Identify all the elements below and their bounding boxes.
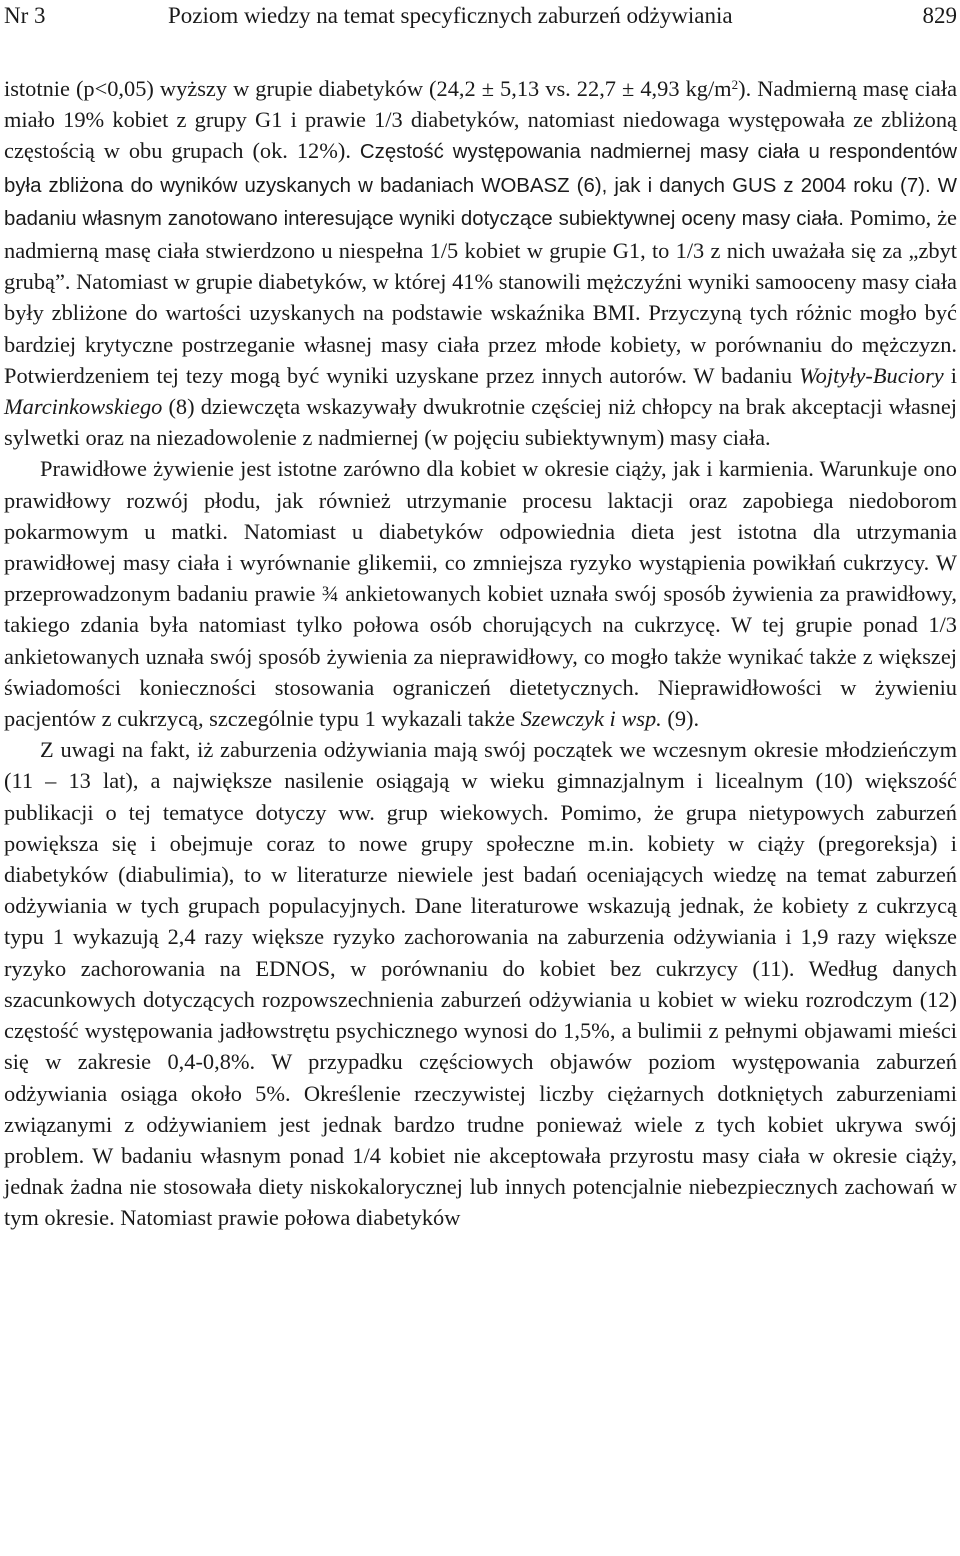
text-run: (9). [661, 706, 700, 732]
text-run: ). Nadmierną masę ciała miało 19% kobiet z grupy G1 i prawie 1/3 diabetyków, natomiast niedowaga występowała ze zbliżoną częstością w obu grupach (ok. 12%). [4, 76, 958, 164]
superscript: 2 [731, 76, 739, 92]
paragraph [4, 453, 957, 734]
running-header [4, 0, 957, 35]
author-name: Marcinkowskiego [4, 394, 163, 420]
text-run: Prawidłowe żywienie jest istotne zarówno dla kobiet w okresie ciąży, jak i karmienia. Warunkuje ono prawidłowy rozwój płodu, jak również utrzymanie procesu laktacji oraz zapobiega niedoborom pokarmowym u matki. Natomiast u diabetyków odpowiednia dieta jest istotna dla utrzymania prawidłowej masy ciała i wyrównanie glikemii, co zmniejsza ryzyko wystąpienia powikłań cukrzycy. W przeprowadzonym badaniu prawie ¾ ankietowanych kobiet uznała swój sposób żywienia za prawidłowy, takiego zdania była natomiast tylko połowa osób chorujących na cukrzycę. W tej grupie ponad 1/3 ankietowanych uznała swój sposób żywienia za nieprawidłowy, co mogło także wynikać także z większej świadomości konieczności stosowania ograniczeń dietetycznych. Nieprawidłowości w żywieniu pacjentów z cukrzycą, szczególnie typu 1 wykazali także [4, 456, 957, 732]
text-run: Częstość występowania nadmiernej masy ciała u respondentów była zbliżona do wyników uzyskanych w badaniach WOBASZ (6), jak i danych GUS z 2004 roku (7). W badaniu własnym zanotowano interesujące wyniki dotyczące subiektywnej oceny masy ciała. [4, 141, 957, 230]
document-page [4, 0, 957, 1556]
text-run: Pomimo, że nadmierną masę ciała stwierdzono u niespełna 1/5 kobiet w grupie G1, to 1/3 z nich uważała się za „zbyt grubą”. Natomiast w grupie diabetyków, w której 41% stanowili mężczyźni wyniki samooceny masy ciała były zbliżone do wartości uzyskanych na podstawie wskaźnika BMI. Przyczyną tych różnic mogło być bardziej krytyczne postrzeganie własnej masy ciała przez młode kobiety, w porównaniu do mężczyzn. Potwierdzeniem tej tezy mogą być wyniki uzyskane przez innych autorów. W badaniu [4, 204, 957, 388]
paragraph [4, 73, 957, 453]
text-run: (8) dziewczęta wskazywały dwukrotnie częściej niż chłopcy na brak akceptacji własnej sylwetki oraz na niezadowolenie z nadmiernej (w pojęciu subiektywnym) masy ciała. [4, 394, 957, 451]
page-number: 829 [922, 3, 957, 28]
author-name: Szewczyk i wsp. [520, 706, 662, 732]
issue-number: Nr 3 [4, 3, 46, 28]
article-body [4, 73, 957, 1234]
author-name: Wojtyły-Buciory [799, 362, 944, 388]
paragraph [4, 734, 957, 1233]
text-run: Z uwagi na fakt, iż zaburzenia odżywiania mają swój początek we wczesnym okresie młodzieńczym (11 – 13 lat), a największe nasilenie osiągają w wieku gimnazjalnym i licealnym (10) większość publikacji o tej tematyce dotyczy ww. grup wiekowych. Pomimo, że grupa nietypowych zaburzeń powiększa się i obejmuje coraz to nowe grupy społeczne m.in. kobiety w ciąży (pregoreksja) i diabetyków (diabulimia), to w literaturze niewiele jest badań oceniających wiedzę na temat zaburzeń odżywiania w tych grupach populacyjnych. Dane literaturowe wskazują jednak, że kobiety z cukrzycą typu 1 wykazują 2,4 razy większe ryzyko zachorowania na zaburzenia odżywiania i 1,9 razy większe ryzyko zachorowania na EDNOS, w porównaniu do kobiet bez cukrzycy (11). Według danych szacunkowych dotyczących rozpowszechnienia zaburzeń odżywiania u kobiet w wieku rozrodczym (12) częstość występowania jadłowstrętu psychicznego wynosi do 1,5%, a bulimii z pełnymi objawami mieści się w zakresie 0,4-0,8%. W przypadku częściowych objawów poziom występowania zaburzeń odżywiania osiąga około 5%. Określenie rzeczywistej liczby ciężarnych dotkniętych zaburzeniami związanymi z odżywianiem jest jednak bardzo trudne ponieważ wiele z tych kobiet ukrywa swój problem. W badaniu własnym ponad 1/4 kobiet nie akceptowała przyrostu masy ciała w okresie ciąży, jednak żadna nie stosowała diety niskokalorycznej lub innych potencjalnie niebezpiecznych zachowań w tym okresie. Natomiast prawie połowa diabetyków [4, 737, 957, 1231]
running-title: Poziom wiedzy na temat specyficznych zaburzeń odżywiania [168, 3, 733, 28]
text-run: istotnie (p<0,05) wyższy w grupie diabetyków (24,2 ± 5,13 vs. 22,7 ± 4,93 kg/m [4, 76, 732, 101]
text-run: i [943, 362, 957, 388]
